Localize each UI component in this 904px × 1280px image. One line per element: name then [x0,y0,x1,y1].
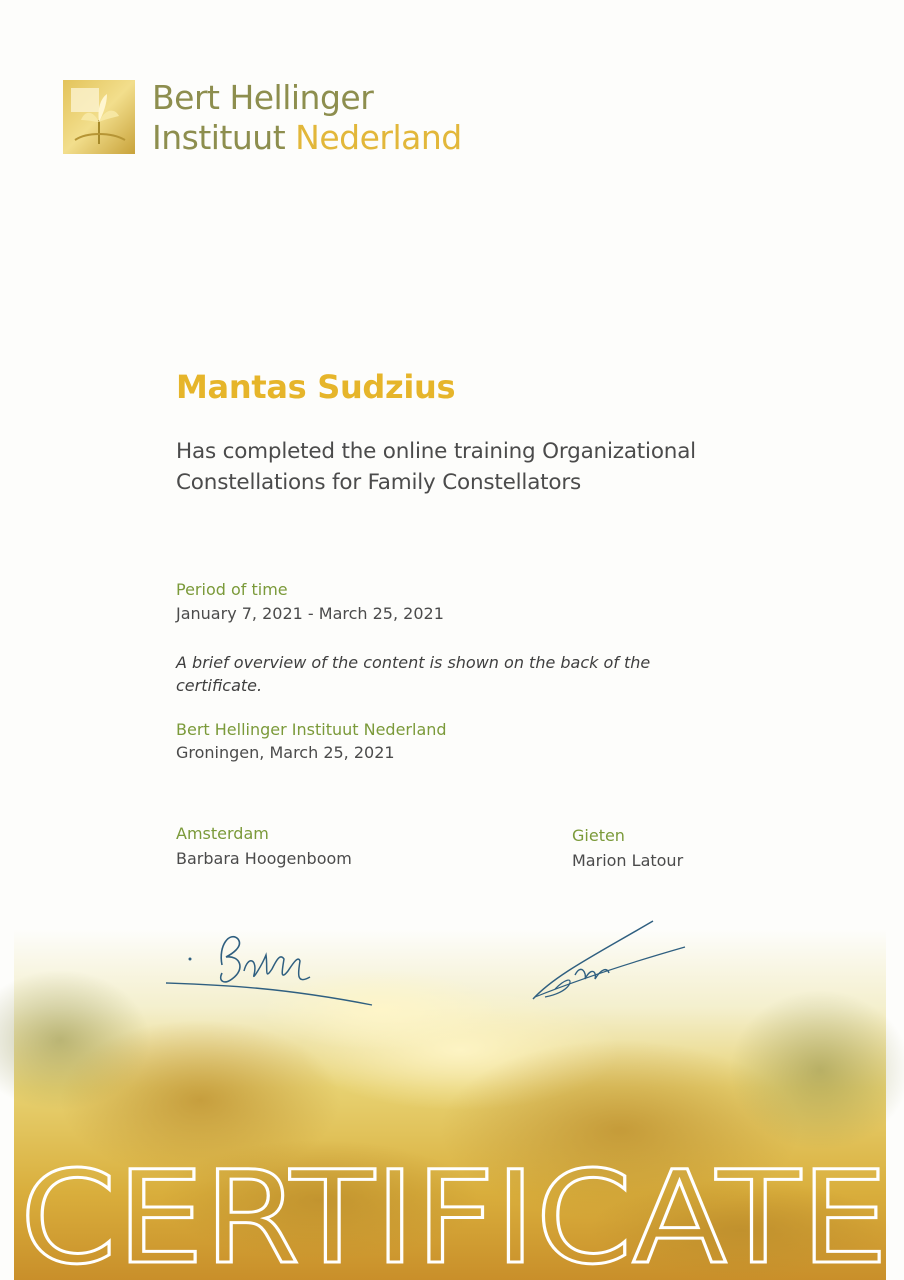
period-value: January 7, 2021 - March 25, 2021 [176,604,444,623]
logo-word-instituut: Instituut [152,118,286,157]
logo-title-line2 [152,118,462,157]
signatory-2-city: Gieten [572,826,625,845]
signatory-2-name: Marion Latour [572,851,684,870]
logo-word-nederland: Nederland [285,118,462,157]
flower-logo-icon [63,80,135,154]
signatory-1-name: Barbara Hoogenboom [176,849,352,868]
institute-logo [63,78,493,158]
signatory-1-city: Amsterdam [176,824,269,843]
issuer-label: Bert Hellinger Instituut Nederland [176,720,447,739]
logo-title-line1: Bert Hellinger [152,78,374,117]
period-label: Period of time [176,580,288,599]
certificate-heading [14,1130,894,1280]
issuer-place-date: Groningen, March 25, 2021 [176,743,395,762]
certificate-heading-text: CERTIFICATE [20,1144,888,1280]
overview-note: A brief overview of the content is shown on the back of the certificate. [176,653,651,695]
signature-2-image [525,915,695,1010]
signature-1-image [160,925,380,1015]
recipient-name: Mantas Sudzius [176,368,456,406]
completion-statement: Has completed the online training Organizational Constellations for Family Constellators [176,439,696,495]
